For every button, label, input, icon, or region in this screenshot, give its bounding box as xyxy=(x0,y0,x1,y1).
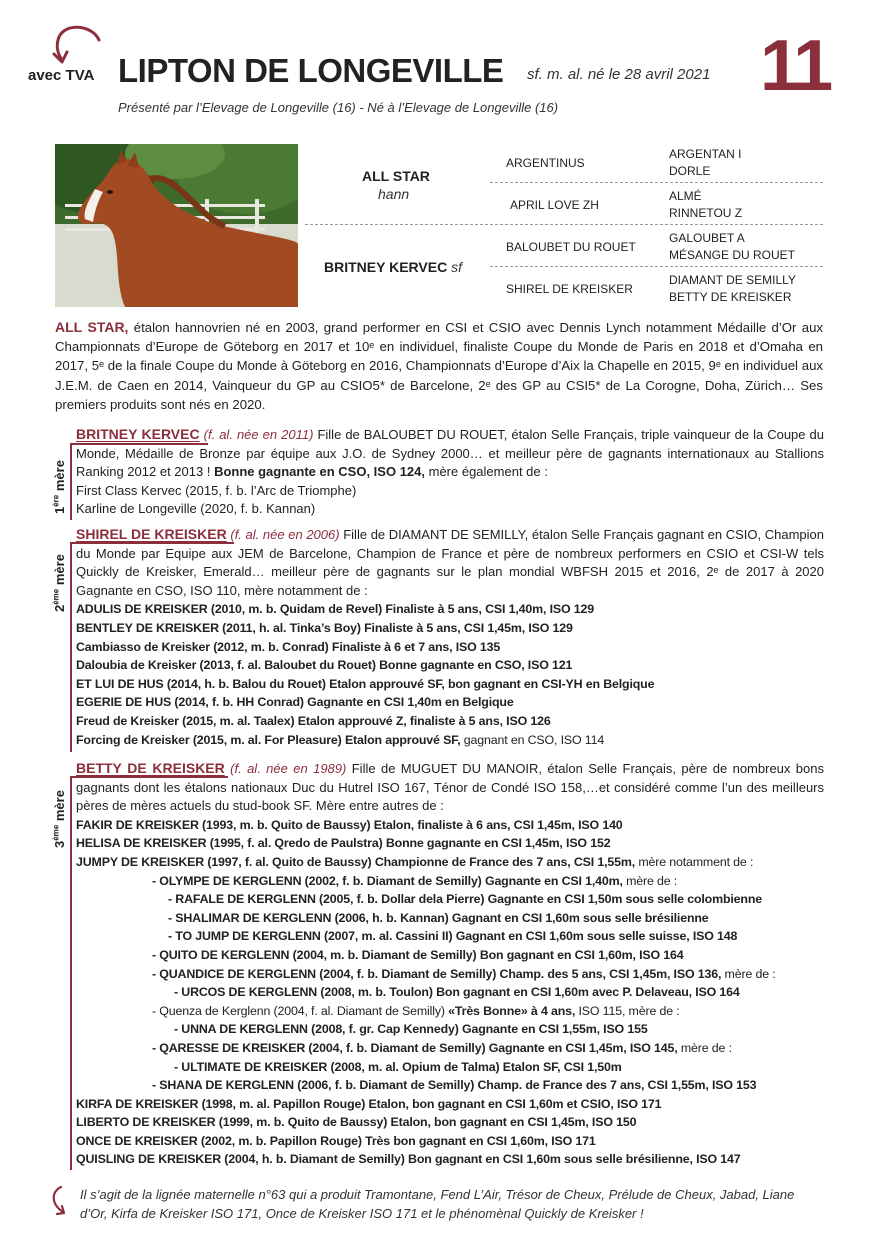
curved-arrow-icon xyxy=(44,22,104,66)
first-dam-section xyxy=(76,425,824,519)
third-dam-offspring-row: QUISLING DE KREISKER (2004, h. b. Diamant de Semilly) Bon gagnant en CSI 1,60m sous selle brésilienne, ISO 147 xyxy=(76,1152,741,1167)
second-dam-offspring-7: Freud de Kreisker (2015, m. al. Taalex) Etalon approuvé Z, finaliste à 5 ans, ISO 126 xyxy=(76,713,551,728)
pedigree-dam-breed: sf xyxy=(451,259,462,275)
pedigree-divider-main xyxy=(305,224,823,225)
third-dam-name: BETTY DE KREISKER xyxy=(76,760,225,776)
first-dam-text: Fille de BALOUBET DU ROUET, étalon Selle Français, triple vainqueur de la Coupe du Monde, Médaille de Bronze par équipe aux J.O. de Sydney 2000… et meilleur père de gagnants internationaux au Stallions Ranking 2012 et 2013 ! xyxy=(76,427,824,480)
pedigree-divider-dam xyxy=(490,266,823,267)
pedigree-gen3-4: RINNETOU Z xyxy=(669,206,743,220)
third-dam-offspring-row: FAKIR DE KREISKER (1993, m. b. Quito de Baussy) Etalon, finaliste à 6 ans, CSI 1,45m, ISO 140 xyxy=(76,817,623,832)
pedigree-sire-breed: hann xyxy=(378,186,410,202)
pedigree-gen3-3: ALMÉ xyxy=(669,189,702,203)
first-dam-result: Bonne gagnante en CSO, ISO 124, xyxy=(214,464,425,480)
first-dam-label: 1ère mère xyxy=(51,460,67,514)
third-dam-offspring-row: JUMPY DE KREISKER (1997, f. al. Quito de Baussy) Championne de France des 7 ans, CSI 1,55m, mère notamment de : xyxy=(76,854,754,869)
second-dam-label: 2ème mère xyxy=(51,554,67,612)
third-dam-label: 3ème mère xyxy=(51,790,67,848)
pedigree-gen3-2: DORLE xyxy=(669,164,711,178)
tva-label: avec TVA xyxy=(28,67,95,84)
second-dam-offspring-5: ET LUI DE HUS (2014, h. b. Balou du Rouet) Etalon approuvé SF, bon gagnant en CSI-YH en Belgique xyxy=(76,676,655,691)
pedigree-gen3-1: ARGENTAN I xyxy=(669,147,742,161)
sire-description-name: ALL STAR, xyxy=(55,319,129,335)
second-dam-info: (f. al. née en 2006) xyxy=(230,527,340,542)
second-dam-offspring-2: BENTLEY DE KREISKER (2011, h. al. Tinka’s Boy) Finaliste à 5 ans, CSI 1,45m, ISO 129 xyxy=(76,620,573,635)
second-dam-offspring-3: Cambiasso de Kreisker (2012, m. b. Conrad) Finaliste à 6 et 7 ans, ISO 135 xyxy=(76,639,501,654)
third-dam-offspring-row: - RAFALE DE KERGLENN (2005, f. b. Dollar dela Pierre) Gagnante en CSI 1,50m sous selle colombienne xyxy=(168,892,762,907)
third-dam-offspring-row: - OLYMPE DE KERGLENN (2002, f. b. Diamant de Semilly) Gagnante en CSI 1,40m, mère de : xyxy=(152,873,678,888)
third-dam-offspring-row: ONCE DE KREISKER (2002, m. b. Papillon Rouge) Très bon gagnant en CSI 1,60m, ISO 171 xyxy=(76,1133,596,1148)
second-dam-offspring-4: Daloubia de Kreisker (2013, f. al. Baloubet du Rouet) Bonne gagnante en CSO, ISO 121 xyxy=(76,658,573,673)
pedigree-gen3-8: BETTY DE KREISKER xyxy=(669,290,792,304)
third-dam-offspring-row: - QARESSE DE KREISKER (2004, f. b. Diamant de Semilly) Gagnante en CSI 1,45m, ISO 145, mère de : xyxy=(152,1040,732,1055)
first-dam-bar xyxy=(70,445,72,520)
third-dam-offspring-row: LIBERTO DE KREISKER (1999, m. b. Quito de Baussy) Etalon, bon gagnant en CSI 1,45m, ISO 150 xyxy=(76,1115,637,1130)
pedigree-gen2-3: BALOUBET DU ROUET xyxy=(506,240,636,254)
horse-description: sf. m. al. né le 28 avril 2021 xyxy=(527,66,711,83)
first-dam-name: BRITNEY KERVEC xyxy=(76,426,200,442)
pedigree-sire: ALL STAR xyxy=(362,168,430,184)
third-dam-offspring-row: - URCOS DE KERGLENN (2008, m. b. Toulon) Bon gagnant en CSI 1,60m avec P. Delaveau, ISO 164 xyxy=(174,985,740,1000)
lot-number: 11 xyxy=(760,26,831,106)
horse-photo xyxy=(55,144,298,307)
first-dam-info: (f. al. née en 2011) xyxy=(203,427,314,442)
pedigree-gen3-6: MÉSANGE DU ROUET xyxy=(669,248,796,262)
third-dam-info: (f. al. née en 1989) xyxy=(230,761,347,776)
presented-by: Présenté par l’Elevage de Longeville (16) - Né à l’Elevage de Longeville (16) xyxy=(118,100,559,115)
third-dam-text: Fille de MUGUET DU MANOIR, étalon Selle Français, père de nombreux bons gagnants dont les étalons nationaux Duc du Hutrel ISO 167, Ténor de Condé ISO 158,…et considéré comme l’un des meilleurs pères de mères actuels du stud-book SF. Mère entre autres de : xyxy=(76,761,824,814)
pedigree-gen2-4: SHIREL DE KREISKER xyxy=(506,282,633,296)
pedigree-gen3-5: GALOUBET A xyxy=(669,231,745,245)
third-dam-section xyxy=(76,759,824,1169)
third-dam-offspring-row: - UNNA DE KERGLENN (2008, f. gr. Cap Kennedy) Gagnante en CSI 1,55m, ISO 155 xyxy=(174,1022,648,1037)
pedigree-gen2-1: ARGENTINUS xyxy=(506,156,585,170)
horse-name: LIPTON DE LONGEVILLE xyxy=(118,52,504,89)
third-dam-offspring-row: KIRFA DE KREISKER (1998, m. al. Papillon Rouge) Etalon, bon gagnant en CSI 1,60m et CSIO, ISO 171 xyxy=(76,1096,662,1111)
second-dam-text: Fille de DIAMANT DE SEMILLY, étalon Selle Français gagnant en CSIO, Champion du Monde par Equipe aux JEM de Barcelone, Champion de France et père de nombreux performers en CSIO et CSI-W tels Quickly de Kreisker, Emerald… meilleur père de gagnants sur le plan mondial WBFSH 2015 et 2016, 2ᵉ de 2017 à 2020 Gagnante en CSO, ISO 110, mère notamment de : xyxy=(76,527,824,598)
pedigree-divider-sire xyxy=(490,182,823,183)
first-dam-offspring-1: First Class Kervec (2015, f. b. l’Arc de Triomphe) xyxy=(76,482,357,498)
second-dam-offspring-1: ADULIS DE KREISKER (2010, m. b. Quidam de Revel) Finaliste à 5 ans, CSI 1,40m, ISO 129 xyxy=(76,602,595,617)
third-dam-offspring-row: - Quenza de Kerglenn (2004, f. al. Diamant de Semilly) «Très Bonne» à 4 ans, ISO 115, mère de : xyxy=(152,1003,680,1018)
third-dam-offspring-row: - TO JUMP DE KERGLENN (2007, m. al. Cassini II) Gagnant en CSI 1,60m sous selle suisse, ISO 148 xyxy=(168,929,738,944)
pedigree-gen3-7: DIAMANT DE SEMILLY xyxy=(669,273,796,287)
third-dam-offspring-row: - QUITO DE KERGLENN (2004, m. b. Diamant de Semilly) Bon gagnant en CSI 1,60m, ISO 164 xyxy=(152,947,684,962)
curved-arrow-icon xyxy=(45,1184,71,1218)
third-dam-offspring-list xyxy=(76,816,824,1169)
pedigree-gen2-2: APRIL LOVE ZH xyxy=(510,198,599,212)
first-dam-tail: mère également de : xyxy=(425,464,548,480)
sire-description xyxy=(55,318,823,414)
second-dam-section xyxy=(76,525,824,749)
pedigree-dam xyxy=(324,259,462,275)
first-dam-offspring-2: Karline de Longeville (2020, f. b. Kannan) xyxy=(76,501,316,517)
third-dam-offspring-row: - ULTIMATE DE KREISKER (2008, m. al. Opium de Talma) Etalon SF, CSI 1,50m xyxy=(174,1059,622,1074)
pedigree-dam-name: BRITNEY KERVEC xyxy=(324,259,448,275)
second-dam-offspring-8: Forcing de Kreisker (2015, m. al. For Pleasure) Etalon approuvé SF, gagnant en CSO, ISO 114 xyxy=(76,732,605,747)
maternal-line-note: Il s’agit de la lignée maternelle n°63 qui a produit Tramontane, Fend L’Air, Trésor de Cheux, Prélude de Cheux, Jabad, Liane d’Or, Kirfa de Kreisker ISO 171, Once de Kreisker ISO 171 et le phénomènal Quickly de Kreisker ! xyxy=(80,1187,795,1221)
third-dam-bar xyxy=(70,778,72,1170)
second-dam-name: SHIREL DE KREISKER xyxy=(76,526,227,542)
third-dam-offspring-row: - SHANA DE KERGLENN (2006, f. b. Diamant de Semilly) Champ. de France des 7 ans, CSI 1,55m, ISO 153 xyxy=(152,1078,757,1093)
third-dam-offspring-row: - SHALIMAR DE KERGLENN (2006, h. b. Kannan) Gagnant en CSI 1,60m sous selle brésilienne xyxy=(168,910,709,925)
second-dam-offspring-6: EGERIE DE HUS (2014, f. b. HH Conrad) Gagnante en CSI 1,40m en Belgique xyxy=(76,695,514,710)
second-dam-bar xyxy=(70,544,72,752)
third-dam-offspring-row: - QUANDICE DE KERGLENN (2004, f. b. Diamant de Semilly) Champ. des 5 ans, CSI 1,45m, ISO 136, mère de : xyxy=(152,966,776,981)
sire-description-text: étalon hannovrien né en 2003, grand performer en CSI et CSIO avec Dennis Lynch notamment Médaille d’Or aux Championnats d’Europe de Göteborg en 2017 et 10ᵉ en individuel, finaliste Coupe du Monde de Paris en 2018 et d’Omaha en 2017, 5ᵉ de la finale Coupe du Monde à Göteborg en 2016, Championnats d’Europe d’Aix la Chapelle en 2015, 9ᵉ en individuel aux J.E.M. de Caen en 2014, Vainqueur du GP au CSIO5* de Barcelone, 2ᵉ des GP au CSI5* de La Corogne, Doha, Zürich… Ses premiers produits sont nés en 2020. xyxy=(55,320,823,412)
third-dam-offspring-row: HELISA DE KREISKER (1995, f. al. Qredo de Paulstra) Bonne gagnante en CSI 1,45m, ISO 152 xyxy=(76,836,611,851)
